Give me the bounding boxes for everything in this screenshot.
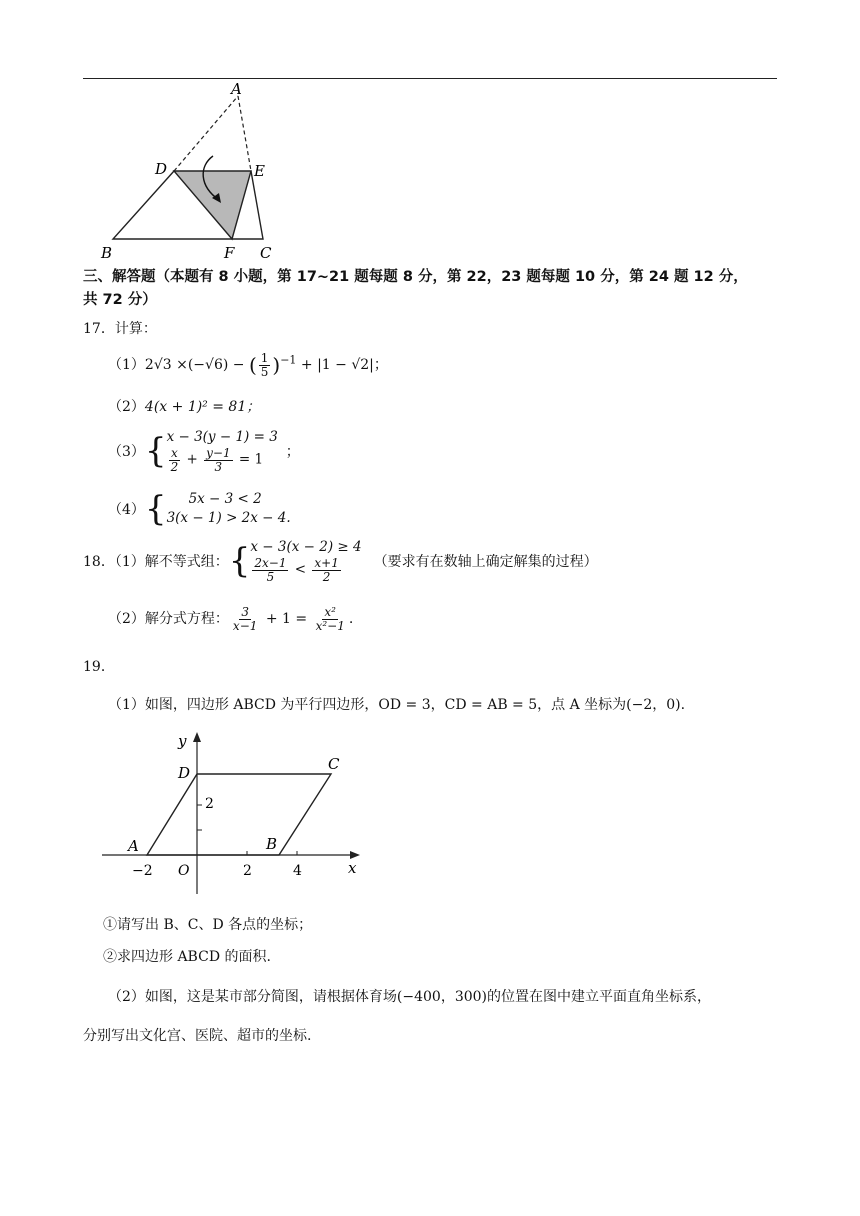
label-a: A (231, 82, 242, 98)
tick-label-2: 2 (243, 863, 252, 879)
x-axis-arrow-icon (350, 851, 360, 859)
q17-part3: （3） { x − 3(y − 1) = 3 $\frac{x}{2}$ + $\frac{y-1}{3}$ = 1 ； (108, 429, 300, 474)
q19-part1-text: （1）如图，四边形 ABCD 为平行四边形，OD = 3，CD = AB = 5，点 A 坐标为(−2，0). (108, 697, 686, 713)
origin-label: O (178, 863, 190, 879)
label-c: C (260, 244, 272, 262)
q18-part1: 18．（1）解不等式组： { x − 3(x − 2) ≥ 4 $\frac{2x-1}{5}$ < $\frac{x+1}{2}$ （要求有在数轴上确定解集的过程） (83, 539, 598, 584)
point-b-label: B (266, 835, 278, 853)
q18-part2: （2）解分式方程： $\frac{3}{x-1}$ + 1 = $\frac{\text{x²}}{\text{x²−1}}$ . (108, 605, 354, 633)
q19-part2-line1: （2）如图，这是某市部分简图，请根据体育场(−400，300)的位置在图中建立平面直角坐标系， (108, 989, 712, 1005)
q17-part4: （4） { 5x − 3 < 2 3(x − 1) > 2x − 4. (108, 489, 291, 529)
q17-title: 17．计算： (83, 321, 157, 337)
point-c-label: C (328, 755, 340, 773)
tick-label-neg2: −2 (132, 863, 153, 879)
section-heading-cont: 共 72 分） (83, 292, 157, 308)
parallelogram-graph (98, 728, 368, 898)
q19-title: 19． (83, 659, 115, 675)
header-rule (83, 78, 777, 79)
shaded-triangle-def (174, 171, 251, 239)
label-b: B (101, 244, 113, 262)
tick-label-y2: 2 (205, 796, 214, 812)
label-f: F (224, 244, 235, 262)
q19-part2-line2: 分别写出文化宫、医院、超市的坐标. (83, 1028, 312, 1044)
point-a-label: A (128, 837, 139, 855)
triangle-fold-figure (95, 82, 285, 262)
label-d: D (155, 160, 168, 178)
parallelogram-abcd (147, 774, 331, 855)
axis-y-label: y (178, 732, 187, 750)
side-ae-dashed (238, 96, 251, 171)
section-heading: 三、解答题（本题有 8 小题，第 17~21 题每题 8 分，第 22，23 题每题 10 分，第 24 题 12 分， (83, 269, 748, 285)
q17-part1: （1）2√3 ×(−√6) − ( $\frac{1}{5}$ )$^{-1}$ + |1 − √2|； (108, 351, 388, 379)
axis-x-label: x (348, 859, 357, 877)
q17-part2: （2）4(x + 1)² = 81； (108, 399, 261, 415)
side-ad-dashed (174, 96, 238, 171)
q19-sub2: ②求四边形 ABCD 的面积. (103, 949, 271, 965)
point-d-label: D (178, 764, 191, 782)
tick-label-4: 4 (293, 863, 302, 879)
q19-sub1: ①请写出 B、C、D 各点的坐标； (103, 917, 313, 933)
y-axis-arrow-icon (193, 732, 201, 742)
label-e: E (254, 162, 265, 180)
